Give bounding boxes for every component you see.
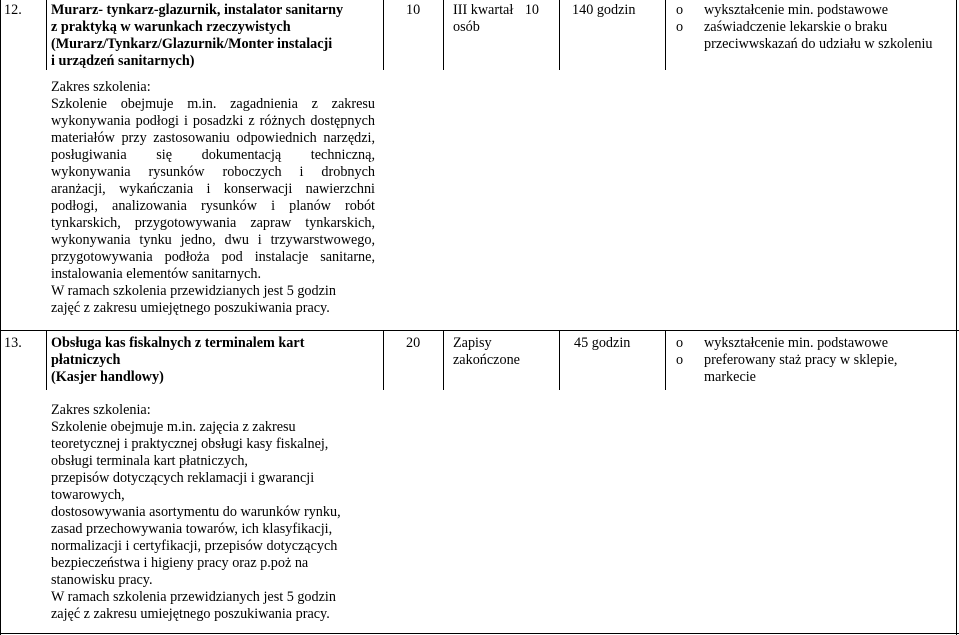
scope-line: przepisów dotyczących reklamacji i gwarancji — [51, 470, 315, 486]
scope-line: towarowych, — [51, 487, 125, 503]
scope-line: normalizacji i certyfikacji, przepisów dotyczących — [51, 538, 338, 554]
col-border-title — [46, 330, 47, 390]
scope-line: obsługi terminala kart płatniczych, — [51, 453, 248, 469]
hours-note: W ramach szkolenia przewidzianych jest 5 godzin — [51, 283, 336, 299]
table-bottom-border — [0, 633, 959, 634]
requirement-text: zaświadczenie lekarskie o braku przeciwwskazań do udziału w szkoleniu — [704, 19, 933, 52]
scope-label: Zakres szkolenia: — [51, 402, 151, 418]
start-line: Zapisy — [453, 335, 492, 351]
start-date — [453, 2, 557, 36]
row-number: 12. — [4, 2, 22, 18]
scope-line: stanowisku pracy. — [51, 572, 153, 588]
scope-line: zasad przechowywania towarów, ich klasyfikacji, — [51, 521, 333, 537]
col-border-requirements — [665, 330, 666, 390]
col-border-right — [956, 0, 957, 635]
start-term: III kwartał — [453, 2, 514, 18]
course-hours: 45 godzin — [574, 335, 631, 351]
col-border-left — [0, 0, 1, 635]
participants-count: 10 — [406, 2, 421, 18]
col-border-hours — [559, 330, 560, 390]
bullet-marker: o — [676, 2, 684, 18]
col-border-requirements — [665, 0, 666, 70]
col-border-start — [443, 330, 444, 390]
start-line: zakończone — [453, 352, 520, 368]
job-search-note: zajęć z zakresu umiejętnego poszukiwania pracy. — [51, 300, 330, 316]
start-unit: osób — [453, 19, 480, 35]
scope-line: Szkolenie obejmuje m.in. zajęcia z zakresu — [51, 419, 296, 435]
start-count: 10 — [524, 2, 539, 18]
row-number: 13. — [4, 335, 22, 351]
col-border-participants — [383, 330, 384, 390]
requirement-item — [676, 352, 954, 386]
bullet-marker: o — [676, 19, 684, 35]
participants-count: 20 — [406, 335, 421, 351]
row-separator — [0, 330, 959, 331]
scope-line: bezpieczeństwa i higieny pracy oraz p.poż na — [51, 555, 309, 571]
course-title-line: z praktyką w warunkach rzeczywistych — [51, 19, 291, 35]
requirement-item — [676, 19, 954, 53]
requirement-text: preferowany staż pracy w sklepie, markecie — [704, 352, 898, 385]
requirement-text: wykształcenie min. podstawowe — [704, 335, 888, 351]
requirement-item — [676, 2, 954, 19]
bullet-marker: o — [676, 352, 684, 368]
hours-note: W ramach szkolenia przewidzianych jest 5 godzin — [51, 589, 336, 605]
course-title-line: Obsługa kas fiskalnych z terminalem kart — [51, 335, 305, 351]
course-title — [51, 2, 381, 70]
course-hours: 140 godzin — [572, 2, 636, 18]
bullet-marker: o — [676, 335, 684, 351]
course-scope — [51, 79, 376, 317]
col-border-start — [443, 0, 444, 70]
col-border-title — [46, 0, 47, 70]
col-border-hours — [559, 0, 560, 70]
requirements-list — [676, 2, 954, 53]
requirement-item — [676, 335, 954, 352]
course-title-line: płatniczych — [51, 352, 121, 368]
requirements-list — [676, 335, 954, 386]
course-title — [51, 335, 381, 386]
scope-label: Zakres szkolenia: — [51, 79, 151, 95]
course-title-line: i urządzeń sanitarnych) — [51, 53, 195, 69]
scope-line: dostosowywania asortymentu do warunków rynku, — [51, 504, 341, 520]
scope-line: teoretycznej i praktycznej obsługi kasy fiskalnej, — [51, 436, 329, 452]
course-title-line: (Murarz/Tynkarz/Glazurnik/Monter instalacji — [51, 36, 333, 52]
course-title-line: Murarz- tynkarz-glazurnik, instalator sanitarny — [51, 2, 344, 18]
course-scope — [51, 402, 376, 623]
course-title-line: (Kasjer handlowy) — [51, 369, 164, 385]
job-search-note: zajęć z zakresu umiejętnego poszukiwania pracy. — [51, 606, 330, 622]
col-border-participants — [383, 0, 384, 70]
start-date — [453, 335, 557, 369]
requirement-text: wykształcenie min. podstawowe — [704, 2, 888, 18]
scope-text: Szkolenie obejmuje m.in. zagadnienia z zakresu wykonywania podłogi i posadzki z różnych dostępnych materiałów przy zastosowaniu odpowiednich narzędzi, posługiwania się dokumentacją techniczną, wykonywania rysunków roboczych i drobnych aranżacji, wykańczania i konserwacji nawierzchni podłogi, analizowania rysunków i planów robót tynkarskich, przygotowywania zapraw tynkarskich, wykonywania tynku jedno, dwu i trzywarstwowego, przygotowywania podłoża pod instalacje sanitarne, instalowania elementów sanitarnych. — [51, 96, 375, 282]
